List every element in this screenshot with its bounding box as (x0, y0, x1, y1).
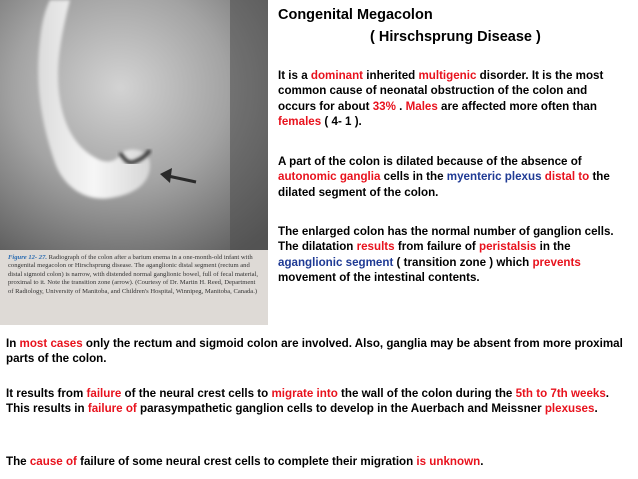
slide-subtitle: ( Hirschsprung Disease ) (370, 29, 541, 45)
text-run: It is a (278, 69, 311, 82)
text-run: the wall of the colon during the (337, 387, 516, 400)
text-run: from failure of (394, 240, 480, 254)
text-run: In (6, 337, 20, 350)
paragraph-dilation-cause (278, 154, 634, 200)
highlighted-term: aganglionic segment (278, 255, 394, 269)
radiograph-image (0, 0, 268, 250)
text-run: . (594, 402, 598, 416)
highlighted-term: is unknown (416, 455, 481, 468)
highlighted-term: autonomic ganglia (278, 170, 381, 184)
text-run: failure of some neural crest cells to complete their migration (76, 455, 417, 468)
highlighted-term: females (278, 115, 322, 129)
text-run: It results from (6, 387, 87, 400)
paragraph-neural-crest-failure (6, 386, 636, 417)
paragraph-inheritance (278, 68, 628, 130)
figure-caption (0, 250, 268, 325)
highlighted-term: distal to (544, 170, 590, 184)
text-run: . This results in (6, 387, 610, 416)
barium-enema-xray (0, 0, 268, 250)
paragraph-unknown-cause (6, 454, 636, 469)
highlighted-term: 33% (372, 99, 396, 113)
text-run: only the rectum and sigmoid colon are involved. Also, ganglia may be absent from more proximal parts of the colon. (6, 337, 623, 366)
highlighted-term: dominant (310, 69, 364, 82)
highlighted-term: myenteric plexus (446, 170, 542, 184)
highlighted-term: prevents (532, 255, 581, 269)
text-run: parasympathetic ganglion cells to develop in the Auerbach and Meissner (136, 402, 545, 416)
text-run: The (6, 455, 30, 468)
highlighted-term: results (356, 240, 395, 254)
highlighted-term: plexuses (544, 402, 595, 416)
text-run: disorder. It is the most common cause of neonatal obstruction of the colon and occurs for about (278, 69, 604, 113)
text-run: cells in the (380, 170, 447, 184)
text-run: in the (536, 240, 571, 254)
text-run: . (395, 99, 406, 113)
highlighted-term: most cases (19, 337, 83, 350)
highlighted-term: Males (405, 99, 438, 113)
paragraph-involvement (6, 336, 636, 367)
highlighted-term: multigenic (418, 69, 477, 82)
highlighted-term: failure (86, 387, 122, 400)
text-run: the dilated segment of the colon. (278, 170, 610, 199)
text-run: The enlarged colon has the normal number of ganglion cells. The dilatation (278, 225, 614, 254)
text-run: are affected more often than (437, 99, 597, 113)
text-run: ( 4- 1 ). (321, 115, 362, 129)
text-run: movement of the intestinal contents. (278, 271, 480, 285)
text-run: A part of the colon is dilated because of the absence of (278, 155, 582, 168)
highlighted-term: peristalsis (479, 240, 537, 254)
text-run: ( transition zone ) which (393, 255, 533, 269)
highlighted-term: cause of (29, 455, 77, 468)
text-run: . (480, 455, 484, 468)
text-run: inherited (363, 69, 419, 82)
slide-title: Congenital Megacolon (278, 7, 433, 23)
highlighted-term: failure of (87, 402, 137, 416)
figure-number: Figure 12- 27. (8, 254, 48, 261)
highlighted-term: migrate into (271, 387, 338, 400)
text-run: of the neural crest cells to (121, 387, 272, 400)
highlighted-term: 5th to 7th weeks (515, 387, 606, 400)
paragraph-enlarged-colon (278, 224, 628, 286)
figure-caption-text: Radiograph of the colon after a barium enema in a one-month-old infant with congenital megacolon or Hirschsprung disease. The aganglionic distal segment (rectum and distal sigmoid colon) is narrow, with distended normal ganglionic bowel, full of fecal material, proximal to it. Note the transition zone (arrow). (Courtesy of Dr. Martin H. Reed, Department of Radiology, University of Manitoba, and Children's Hospital, Winnipeg, Manitoba, Canada.) (8, 254, 259, 295)
